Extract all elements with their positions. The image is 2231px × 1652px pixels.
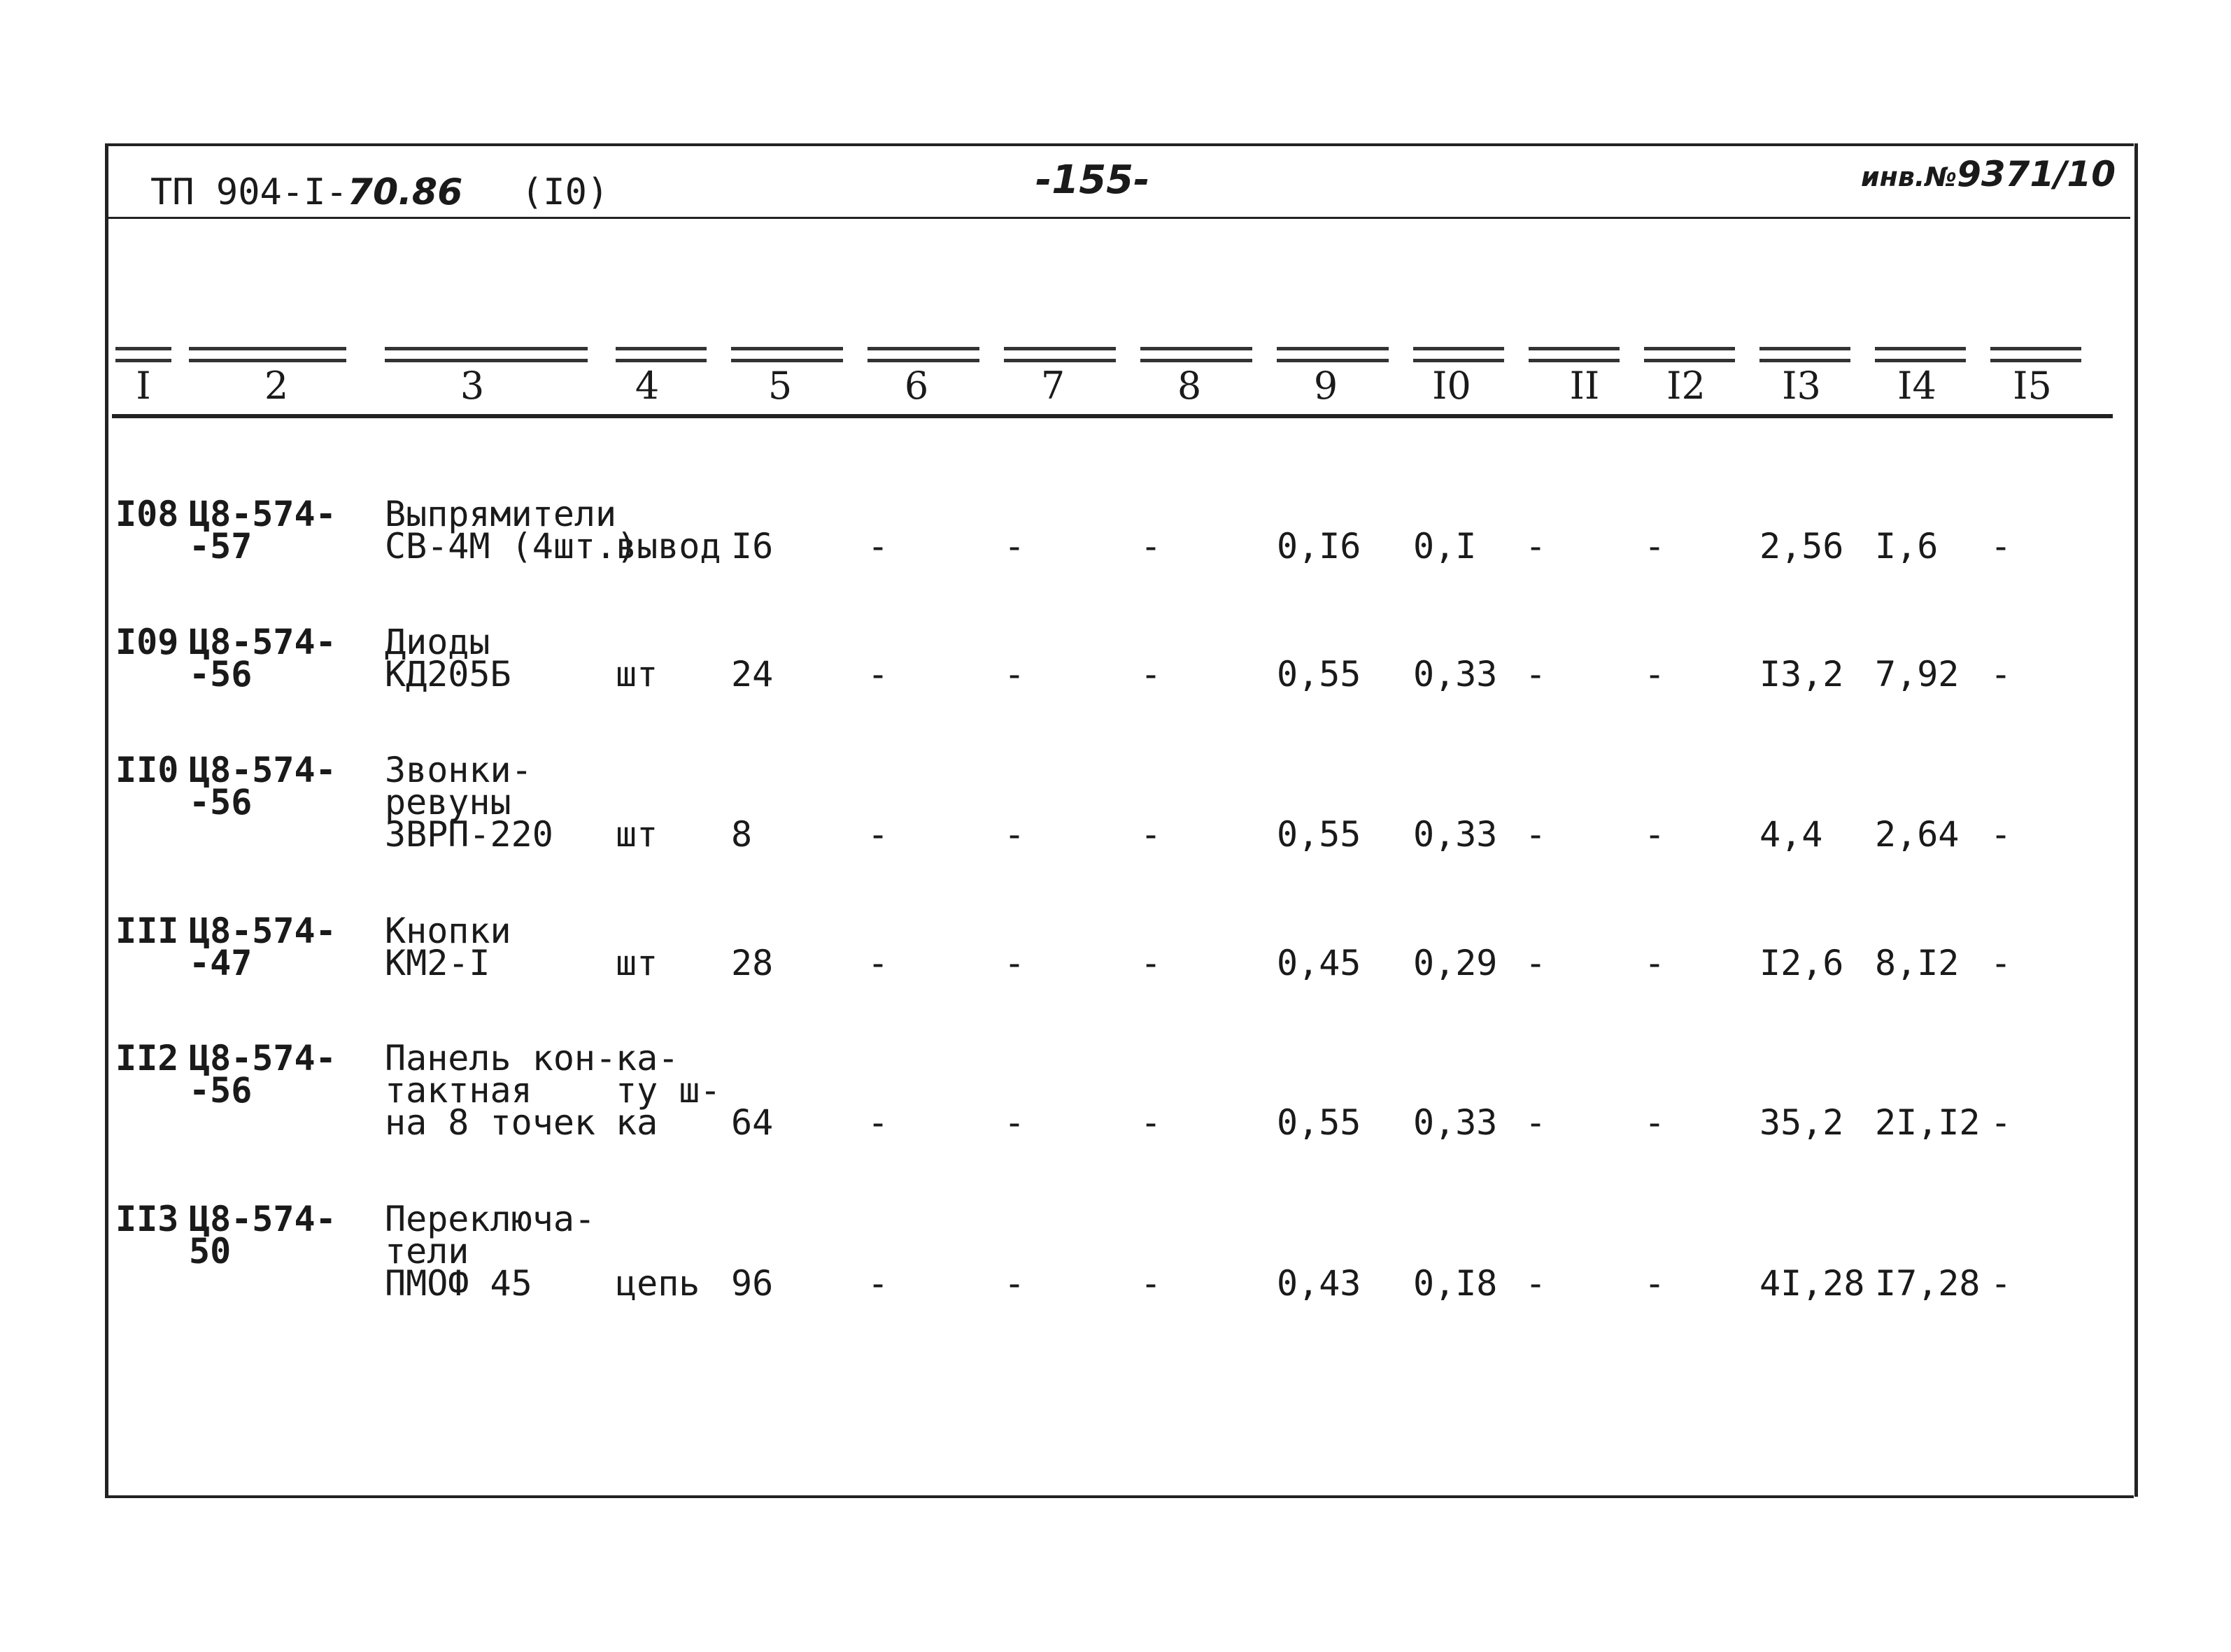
row-II2-col-6: -	[867, 1102, 889, 1143]
row-II2-col-4: ка- ту ш- ка	[616, 1038, 721, 1143]
row-II3-col-15: -	[1990, 1263, 2012, 1304]
row-I08-col-7: -	[1004, 526, 1026, 567]
row-II2-col-11: -	[1525, 1102, 1547, 1143]
column-number-7: 7	[1040, 364, 1065, 408]
column-header-double-line	[1004, 347, 1116, 362]
row-II0-col-4: шт	[616, 814, 658, 855]
column-header-double-line	[385, 347, 588, 362]
row-II0-col-8: -	[1140, 814, 1162, 855]
column-header-double-line	[1644, 347, 1735, 362]
row-I09-col-4: шт	[616, 654, 658, 695]
row-II0-col-6: -	[867, 814, 889, 855]
column-number-15: I5	[2013, 364, 2052, 408]
row-I08-col-1: I08	[115, 494, 179, 534]
row-III-col-14: 8,I2	[1875, 943, 1960, 983]
row-I08-col-14: I,6	[1875, 526, 1939, 567]
row-II2-col-8: -	[1140, 1102, 1162, 1143]
inventory-number	[1861, 154, 2116, 194]
row-II2-col-9: 0,55	[1277, 1102, 1361, 1143]
column-number-1: I	[136, 364, 151, 408]
row-I09-col-7: -	[1004, 654, 1026, 695]
row-II2-col-1: II2	[115, 1038, 179, 1078]
row-III-col-1: III	[115, 911, 179, 951]
row-II3-col-2: Ц8-574- 50	[189, 1199, 337, 1272]
row-II0-col-10: 0,33	[1413, 814, 1498, 855]
row-II3-col-10: 0,I8	[1413, 1263, 1498, 1304]
row-III-col-5: 28	[731, 943, 774, 983]
row-II0-col-12: -	[1644, 814, 1666, 855]
row-II0-col-7: -	[1004, 814, 1026, 855]
column-number-2: 2	[264, 364, 289, 408]
row-II3-col-9: 0,43	[1277, 1263, 1361, 1304]
row-I08-col-11: -	[1525, 526, 1547, 567]
column-number-14: I4	[1897, 364, 1936, 408]
row-II3-col-12: -	[1644, 1263, 1666, 1304]
row-II3-col-4: цепь	[616, 1263, 700, 1304]
row-II2-col-14: 2I,I2	[1875, 1102, 1981, 1143]
row-I09-col-15: -	[1990, 654, 2012, 695]
row-I08-col-8: -	[1140, 526, 1162, 567]
row-I09-col-6: -	[867, 654, 889, 695]
row-I09-col-10: 0,33	[1413, 654, 1498, 695]
page-number: -155-	[1035, 157, 1150, 203]
row-II0-col-2: Ц8-574- -56	[189, 750, 337, 823]
doc-code-handwritten: 70.86	[347, 171, 463, 213]
row-III-col-2: Ц8-574- -47	[189, 911, 337, 983]
row-I08-col-2: Ц8-574- -57	[189, 494, 337, 567]
column-header-rule	[112, 414, 2113, 418]
row-III-col-11: -	[1525, 943, 1547, 983]
row-II0-col-5: 8	[731, 814, 753, 855]
row-III-col-6: -	[867, 943, 889, 983]
row-III-col-8: -	[1140, 943, 1162, 983]
column-number-8: 8	[1177, 364, 1202, 408]
row-I09-col-1: I09	[115, 622, 179, 662]
row-I08-col-5: I6	[731, 526, 774, 567]
column-number-6: 6	[904, 364, 929, 408]
doc-code-typed: ТП 904-I-	[150, 171, 348, 213]
row-I08-col-15: -	[1990, 526, 2012, 567]
row-I08-col-4: вывод	[616, 526, 721, 567]
sheet-number: (I0)	[521, 171, 609, 213]
column-header-double-line	[115, 347, 171, 362]
inventory-value: 9371/10	[1957, 154, 2116, 194]
top-rule	[105, 143, 2134, 146]
row-II3-col-11: -	[1525, 1263, 1547, 1304]
row-II3-col-3: Переключа- тели ПМОФ 45	[385, 1199, 596, 1304]
header-rule	[108, 217, 2130, 219]
column-number-9: 9	[1313, 364, 1338, 408]
row-II0-col-1: II0	[115, 750, 179, 790]
column-number-10: I0	[1432, 364, 1471, 408]
column-header-double-line	[1140, 347, 1252, 362]
row-II3-col-8: -	[1140, 1263, 1162, 1304]
row-I09-col-12: -	[1644, 654, 1666, 695]
row-II3-col-13: 4I,28	[1759, 1263, 1865, 1304]
row-II2-col-10: 0,33	[1413, 1102, 1498, 1143]
row-III-col-3: Кнопки КМ2-I	[385, 911, 511, 983]
row-I09-col-8: -	[1140, 654, 1162, 695]
row-I09-col-5: 24	[731, 654, 774, 695]
row-II0-col-15: -	[1990, 814, 2012, 855]
column-number-3: 3	[460, 364, 485, 408]
column-header-double-line	[1990, 347, 2081, 362]
row-III-col-4: шт	[616, 943, 658, 983]
column-header-double-line	[616, 347, 707, 362]
row-III-col-9: 0,45	[1277, 943, 1361, 983]
row-II0-col-11: -	[1525, 814, 1547, 855]
row-II2-col-2: Ц8-574- -56	[189, 1038, 337, 1111]
column-header-double-line	[1529, 347, 1620, 362]
row-II3-col-5: 96	[731, 1263, 774, 1304]
column-header-double-line	[1413, 347, 1504, 362]
row-II3-col-7: -	[1004, 1263, 1026, 1304]
row-I09-col-3: Диоды КД205Б	[385, 622, 511, 695]
doc-code	[150, 171, 462, 213]
row-I09-col-11: -	[1525, 654, 1547, 695]
row-II2-col-3: Панель кон- тактная на 8 точек	[385, 1038, 617, 1143]
row-II3-col-1: II3	[115, 1199, 179, 1239]
column-header-double-line	[1277, 347, 1389, 362]
row-I08-col-9: 0,I6	[1277, 526, 1361, 567]
row-I09-col-13: I3,2	[1759, 654, 1844, 695]
row-II0-col-3: Звонки- ревуны ЗВРП-220	[385, 750, 553, 855]
row-II2-col-15: -	[1990, 1102, 2012, 1143]
column-number-12: I2	[1666, 364, 1706, 408]
row-I08-col-10: 0,I	[1413, 526, 1477, 567]
row-III-col-7: -	[1004, 943, 1026, 983]
column-number-5: 5	[767, 364, 793, 408]
row-I08-col-13: 2,56	[1759, 526, 1844, 567]
column-number-11: II	[1569, 364, 1600, 408]
column-number-13: I3	[1782, 364, 1821, 408]
row-II2-col-5: 64	[731, 1102, 774, 1143]
row-I08-col-12: -	[1644, 526, 1666, 567]
column-header-double-line	[1875, 347, 1966, 362]
row-I09-col-9: 0,55	[1277, 654, 1361, 695]
row-II3-col-6: -	[867, 1263, 889, 1304]
row-II2-col-7: -	[1004, 1102, 1026, 1143]
row-III-col-13: I2,6	[1759, 943, 1844, 983]
row-III-col-12: -	[1644, 943, 1666, 983]
bottom-rule	[105, 1495, 2134, 1498]
column-number-4: 4	[635, 364, 660, 408]
row-I09-col-2: Ц8-574- -56	[189, 622, 337, 695]
row-I08-col-3: Выпрямители СВ-4М (4шт.)	[385, 494, 638, 567]
row-III-col-10: 0,29	[1413, 943, 1498, 983]
inventory-label: инв.№	[1861, 162, 1957, 192]
column-header-double-line	[731, 347, 843, 362]
column-header-double-line	[1759, 347, 1850, 362]
column-header-double-line	[189, 347, 346, 362]
row-II0-col-14: 2,64	[1875, 814, 1960, 855]
row-II2-col-12: -	[1644, 1102, 1666, 1143]
row-II0-col-9: 0,55	[1277, 814, 1361, 855]
row-III-col-15: -	[1990, 943, 2012, 983]
row-I09-col-14: 7,92	[1875, 654, 1960, 695]
row-II0-col-13: 4,4	[1759, 814, 1823, 855]
row-II3-col-14: I7,28	[1875, 1263, 1981, 1304]
row-I08-col-6: -	[867, 526, 889, 567]
row-II2-col-13: 35,2	[1759, 1102, 1844, 1143]
column-header-double-line	[867, 347, 979, 362]
